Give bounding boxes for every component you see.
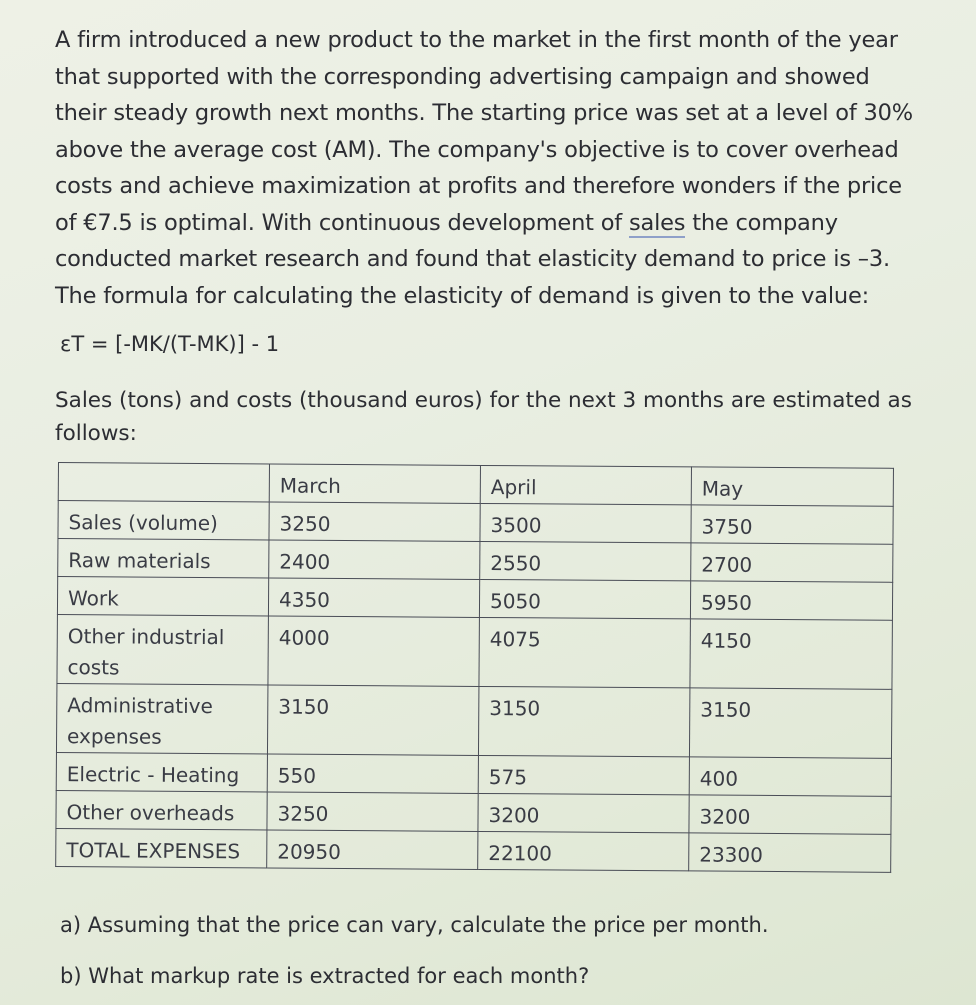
cell-march: 550 <box>267 754 478 793</box>
elasticity-formula: εT = [-MK/(T-MK)] - 1 <box>60 332 280 356</box>
cell-april: 3200 <box>478 793 689 832</box>
cell-march: 4000 <box>268 616 479 686</box>
row-label: Administrative expenses <box>56 683 267 753</box>
cell-march: 4350 <box>268 578 479 617</box>
cell-april: 2550 <box>480 541 691 580</box>
cell-may: 3150 <box>689 688 891 758</box>
cell-march: 2400 <box>269 540 480 579</box>
cell-may: 3750 <box>691 505 893 544</box>
cell-april: 3500 <box>480 503 691 542</box>
row-label: TOTAL EXPENSES <box>56 828 267 867</box>
cell-april: 575 <box>478 755 689 794</box>
cell-may: 2700 <box>691 543 893 582</box>
header-cell-april: April <box>480 465 691 504</box>
problem-paragraph <box>55 22 925 314</box>
cell-may: 23300 <box>689 833 891 872</box>
cell-may: 400 <box>689 757 891 796</box>
paragraph-text-start: A firm introduced a new product to the market in the first month of the year that supported with the corresponding advertising campaign and showed their steady growth next months. The starting price was set at a level of 30% above the average cost (AM). The company's objective is to cover overhead costs and achieve maximization at profits and therefore wonders if the price of €7.5 is optimal. With continuous development of <box>55 27 913 236</box>
header-cell-may: May <box>691 467 893 506</box>
cell-may: 3200 <box>689 795 891 834</box>
table-header-row <box>58 463 893 507</box>
cell-march: 3250 <box>269 502 480 541</box>
cell-may: 5950 <box>690 581 892 620</box>
table-row <box>58 539 893 583</box>
sales-link-word: sales <box>628 209 686 236</box>
cell-april: 22100 <box>478 831 689 870</box>
cell-april: 4075 <box>479 617 690 687</box>
table-intro-text: Sales (tons) and costs (thousand euros) for the next 3 months are estimated as follows: <box>55 388 912 446</box>
row-label: Other overheads <box>56 790 267 829</box>
cell-april: 3150 <box>478 686 689 756</box>
cell-april: 5050 <box>479 579 690 618</box>
cell-may: 4150 <box>690 619 892 689</box>
cell-march: 3250 <box>267 792 478 831</box>
table-row <box>58 501 893 545</box>
question-a: a) Assuming that the price can vary, calculate the price per month. <box>60 913 769 937</box>
header-cell-march: March <box>269 464 480 503</box>
row-label: Work <box>57 577 268 616</box>
cost-table <box>55 462 894 873</box>
row-label: Electric - Heating <box>56 752 267 791</box>
questions-block <box>60 900 769 1002</box>
table-row <box>57 577 892 621</box>
table-row <box>56 790 891 834</box>
table-row <box>57 614 892 689</box>
paragraph-text-end: the company conducted market research and found that elasticity demand to price is –3. The formula for calculating the elasticity of demand is given to the value: <box>55 209 890 309</box>
cell-march: 20950 <box>267 830 478 869</box>
table-row <box>56 683 891 758</box>
row-label: Sales (volume) <box>58 501 269 540</box>
cell-march: 3150 <box>267 685 478 755</box>
table-row <box>56 752 891 796</box>
row-label: Other industrial costs <box>57 614 268 684</box>
question-b: b) What markup rate is extracted for each month? <box>60 964 590 988</box>
header-cell-empty <box>58 463 269 502</box>
row-label: Raw materials <box>58 539 269 578</box>
table-row-total <box>56 828 891 872</box>
